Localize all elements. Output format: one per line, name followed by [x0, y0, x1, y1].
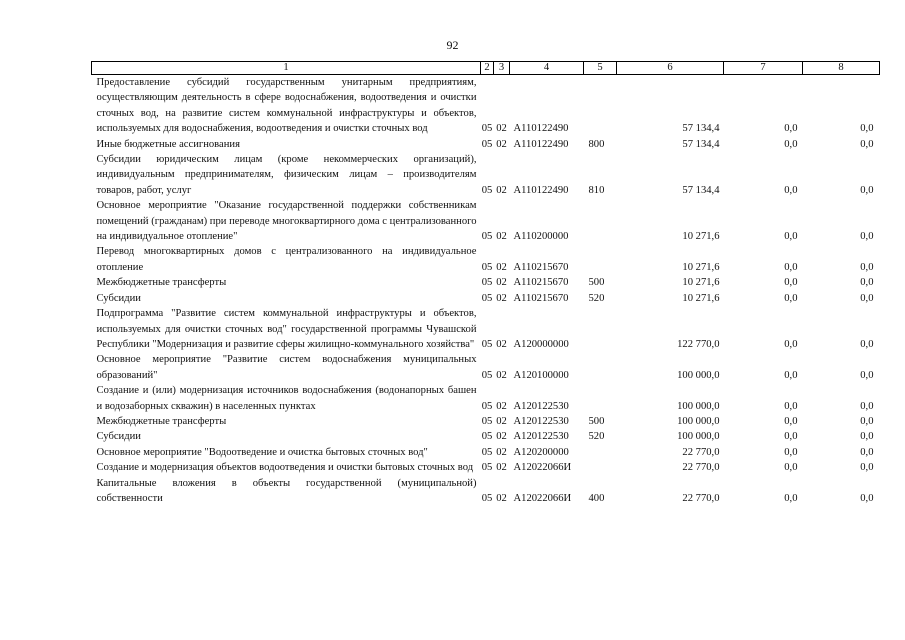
table-row	[92, 383, 880, 414]
row-subsection: 02	[496, 292, 507, 304]
row-expense-type	[584, 352, 617, 383]
row-target-code: А12022066И	[513, 492, 572, 504]
row-section: 05	[481, 400, 493, 412]
row-target-code: А110215670	[513, 292, 569, 304]
row-amount: 10 271,6	[682, 261, 720, 273]
row-amount: 100 000,0	[677, 369, 720, 381]
row-expense-type: 500	[588, 277, 605, 289]
row-subsection: 02	[496, 338, 507, 350]
row-target-code: А120122530	[513, 431, 569, 443]
table-row	[92, 429, 880, 444]
row-section: 05	[481, 446, 493, 458]
row-amount-col7: 0,0	[784, 231, 798, 243]
table-row	[92, 275, 880, 290]
row-expense-type	[584, 244, 617, 275]
row-expense-type: 400	[588, 492, 605, 504]
row-name: Подпрограмма "Развитие систем коммунальной инфраструктуры и объектов, используемых для очистки сточных вод" государственной программы Чувашской Республики "Модернизация и развитие сферы жилищно-коммунального хозяйства"	[96, 308, 477, 350]
row-name: Межбюджетные трансферты	[96, 415, 227, 427]
row-amount-col7: 0,0	[784, 415, 798, 427]
row-target-code: А12022066И	[513, 462, 572, 474]
row-amount-col8: 0,0	[860, 123, 874, 135]
row-name: Основное мероприятие "Водоотведение и очистка бытовых сточных вод"	[96, 446, 428, 458]
table-row	[92, 445, 880, 460]
table-row	[92, 198, 880, 244]
row-amount: 22 770,0	[682, 492, 720, 504]
header-col-4: 4	[510, 62, 584, 75]
table-row	[92, 291, 880, 306]
row-amount: 100 000,0	[677, 400, 720, 412]
row-amount: 57 134,4	[682, 138, 720, 150]
table-row	[92, 352, 880, 383]
row-amount: 100 000,0	[677, 415, 720, 427]
row-expense-type	[584, 198, 617, 244]
row-section: 05	[481, 277, 493, 289]
row-amount-col8: 0,0	[860, 292, 874, 304]
budget-table	[91, 61, 880, 506]
row-subsection: 02	[496, 123, 507, 135]
row-amount-col7: 0,0	[784, 400, 798, 412]
row-section: 05	[481, 462, 493, 474]
row-subsection: 02	[496, 369, 507, 381]
row-subsection: 02	[496, 277, 507, 289]
row-section: 05	[481, 492, 493, 504]
table-row	[92, 152, 880, 198]
row-expense-type: 520	[588, 431, 605, 443]
row-subsection: 02	[496, 261, 507, 273]
row-amount-col8: 0,0	[860, 446, 874, 458]
row-expense-type: 810	[588, 184, 605, 196]
header-col-6: 6	[617, 62, 724, 75]
row-amount-col7: 0,0	[784, 184, 798, 196]
row-amount-col7: 0,0	[784, 261, 798, 273]
header-col-3: 3	[494, 62, 510, 75]
row-amount: 57 134,4	[682, 184, 720, 196]
page-number: 92	[446, 38, 459, 52]
row-amount-col8: 0,0	[860, 462, 874, 474]
row-section: 05	[481, 369, 493, 381]
row-amount-col7: 0,0	[784, 338, 798, 350]
row-amount-col7: 0,0	[784, 446, 798, 458]
row-name: Создание и модернизация объектов водоотведения и очистки бытовых сточных вод	[96, 462, 474, 474]
row-amount-col8: 0,0	[860, 338, 874, 350]
row-amount-col7: 0,0	[784, 462, 798, 474]
row-name: Субсидии юридическим лицам (кроме некоммерческих организаций), индивидуальным предпринимателям, физическим лицам – производителям товаров, работ, услуг	[96, 154, 477, 196]
row-section: 05	[481, 184, 493, 196]
row-target-code: А120000000	[513, 338, 569, 350]
row-section: 05	[481, 123, 493, 135]
row-target-code: А110122490	[513, 138, 569, 150]
row-amount-col8: 0,0	[860, 277, 874, 289]
header-col-2: 2	[481, 62, 494, 75]
table-header-row	[92, 62, 880, 75]
row-amount: 100 000,0	[677, 431, 720, 443]
row-section: 05	[481, 261, 493, 273]
row-name: Иные бюджетные ассигнования	[96, 138, 240, 150]
row-name: Основное мероприятие "Оказание государственной поддержки собственникам помещений (гражданам) при переводе многоквартирного дома с централизованного на индивидуальное отопление"	[96, 200, 477, 243]
row-amount-col8: 0,0	[860, 138, 874, 150]
row-subsection: 02	[496, 138, 507, 150]
row-name: Основное мероприятие "Развитие систем водоснабжения муниципальных образований"	[96, 354, 477, 381]
row-target-code: А120200000	[513, 446, 569, 458]
row-name: Субсидии	[96, 431, 141, 443]
row-name: Перевод многоквартирных домов с централизованного на индивидуальное отопление	[96, 246, 477, 273]
row-subsection: 02	[496, 400, 507, 412]
table-row	[92, 306, 880, 352]
row-target-code: А120122530	[513, 400, 569, 412]
table-row	[92, 137, 880, 152]
row-expense-type	[584, 75, 617, 137]
row-subsection: 02	[496, 184, 507, 196]
row-target-code: А110215670	[513, 261, 569, 273]
header-col-1: 1	[92, 62, 481, 75]
row-amount: 10 271,6	[682, 231, 720, 243]
row-subsection: 02	[496, 462, 507, 474]
table-row	[92, 460, 880, 475]
table-row	[92, 414, 880, 429]
row-amount: 10 271,6	[682, 277, 720, 289]
row-section: 05	[481, 431, 493, 443]
row-target-code: А120100000	[513, 369, 569, 381]
row-expense-type	[584, 445, 617, 460]
row-section: 05	[481, 138, 493, 150]
row-subsection: 02	[496, 446, 507, 458]
row-amount-col8: 0,0	[860, 415, 874, 427]
row-amount-col8: 0,0	[860, 261, 874, 273]
row-target-code: А120122530	[513, 415, 569, 427]
table-row	[92, 244, 880, 275]
row-target-code: А110122490	[513, 184, 569, 196]
row-amount-col8: 0,0	[860, 369, 874, 381]
row-name: Капитальные вложения в объекты государственной (муниципальной) собственности	[96, 477, 477, 504]
row-amount: 122 770,0	[677, 338, 720, 350]
row-amount-col8: 0,0	[860, 184, 874, 196]
row-amount-col8: 0,0	[860, 492, 874, 504]
row-target-code: А110200000	[513, 231, 569, 243]
row-amount: 10 271,6	[682, 292, 720, 304]
row-subsection: 02	[496, 492, 507, 504]
table-row	[92, 476, 880, 507]
row-target-code: А110215670	[513, 277, 569, 289]
row-expense-type	[584, 383, 617, 414]
row-amount-col7: 0,0	[784, 431, 798, 443]
row-target-code: А110122490	[513, 123, 569, 135]
row-expense-type: 800	[588, 138, 605, 150]
row-name: Субсидии	[96, 292, 141, 304]
row-name: Предоставление субсидий государственным унитарным предприятиям, осуществляющим деятельность в сфере водоснабжения, водоотведения и очистки сточных вод, на развитие систем коммунальной инфраструктуры и объектов, используемых для водоснабжения, водоотведения и очистки сточных вод	[96, 77, 477, 135]
row-subsection: 02	[496, 415, 507, 427]
row-section: 05	[481, 338, 493, 350]
row-amount: 22 770,0	[682, 462, 720, 474]
row-amount-col8: 0,0	[860, 231, 874, 243]
row-expense-type	[584, 306, 617, 352]
row-subsection: 02	[496, 231, 507, 243]
header-col-8: 8	[803, 62, 880, 75]
row-expense-type: 520	[588, 292, 605, 304]
row-section: 05	[481, 415, 493, 427]
row-name: Создание и (или) модернизация источников водоснабжения (водонапорных башен и водозаборных скважин) в населенных пунктах	[96, 385, 477, 412]
row-amount-col7: 0,0	[784, 369, 798, 381]
row-expense-type	[584, 460, 617, 475]
row-section: 05	[481, 231, 493, 243]
row-amount-col7: 0,0	[784, 492, 798, 504]
row-amount-col8: 0,0	[860, 400, 874, 412]
header-col-7: 7	[724, 62, 803, 75]
row-amount-col7: 0,0	[784, 138, 798, 150]
row-amount: 57 134,4	[682, 123, 720, 135]
row-name: Межбюджетные трансферты	[96, 277, 227, 289]
row-amount-col8: 0,0	[860, 431, 874, 443]
row-amount-col7: 0,0	[784, 292, 798, 304]
row-amount-col7: 0,0	[784, 123, 798, 135]
row-subsection: 02	[496, 431, 507, 443]
table-body	[92, 75, 880, 507]
row-section: 05	[481, 292, 493, 304]
row-amount: 22 770,0	[682, 446, 720, 458]
row-expense-type: 500	[588, 415, 605, 427]
row-amount-col7: 0,0	[784, 277, 798, 289]
header-col-5: 5	[584, 62, 617, 75]
table-row	[92, 75, 880, 137]
